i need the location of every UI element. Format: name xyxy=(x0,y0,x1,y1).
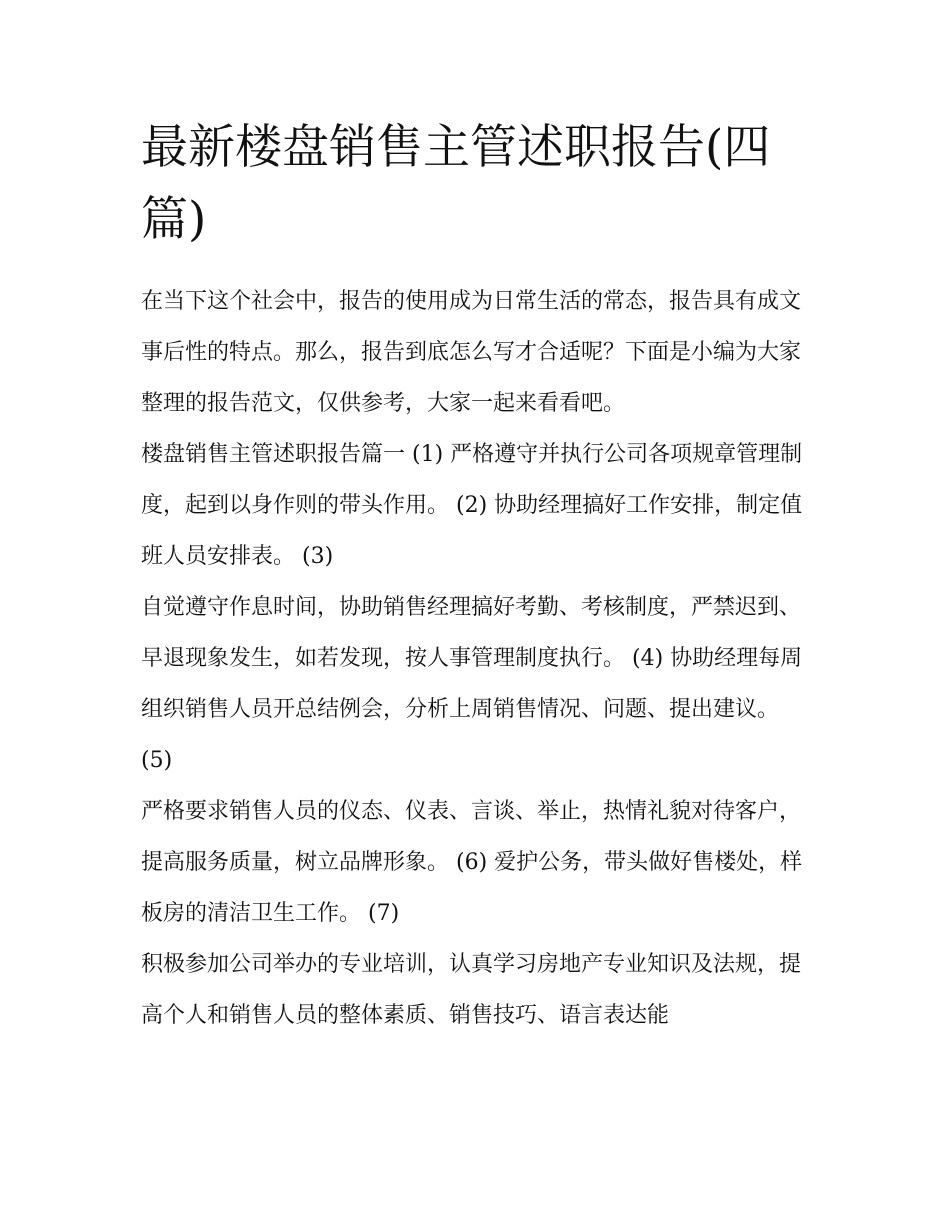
paragraph-duties-5-7: 严格要求销售人员的仪态、仪表、言谈、举止，热情礼貌对待客户，提高服务质量，树立品牌形象。 (6) 爱护公务，带头做好售楼处，样板房的清洁卫生工作。 (7) xyxy=(141,799,803,926)
paragraph-duties-3-5: 自觉遵守作息时间，协助销售经理搞好考勤、考核制度，严禁迟到、早退现象发生，如若发现，按人事管理制度执行。 (4) 协助经理每周组织销售人员开总结例会，分析上周销售情况、问题、提出建议。 (5) xyxy=(141,595,803,773)
intro-paragraph: 在当下这个社会中，报告的使用成为日常生活的常态，报告具有成文事后性的特点。那么，报告到底怎么写才合适呢？下面是小编为大家整理的报告范文，仅供参考，大家一起来看看吧。 xyxy=(141,289,802,416)
document-title: 最新楼盘销售主管述职报告(四篇) xyxy=(141,120,771,247)
paragraph-duties-1-3: 楼盘销售主管述职报告篇一 (1) 严格遵守并执行公司各项规章管理制度，起到以身作则的带头作用。 (2) 协助经理搞好工作安排，制定值班人员安排表。 (3) xyxy=(141,442,803,569)
paragraph-duties-7: 积极参加公司举办的专业培训，认真学习房地产专业知识及法规，提高个人和销售人员的整体素质、销售技巧、语言表达能 xyxy=(141,952,802,1028)
document-body xyxy=(141,112,813,1041)
